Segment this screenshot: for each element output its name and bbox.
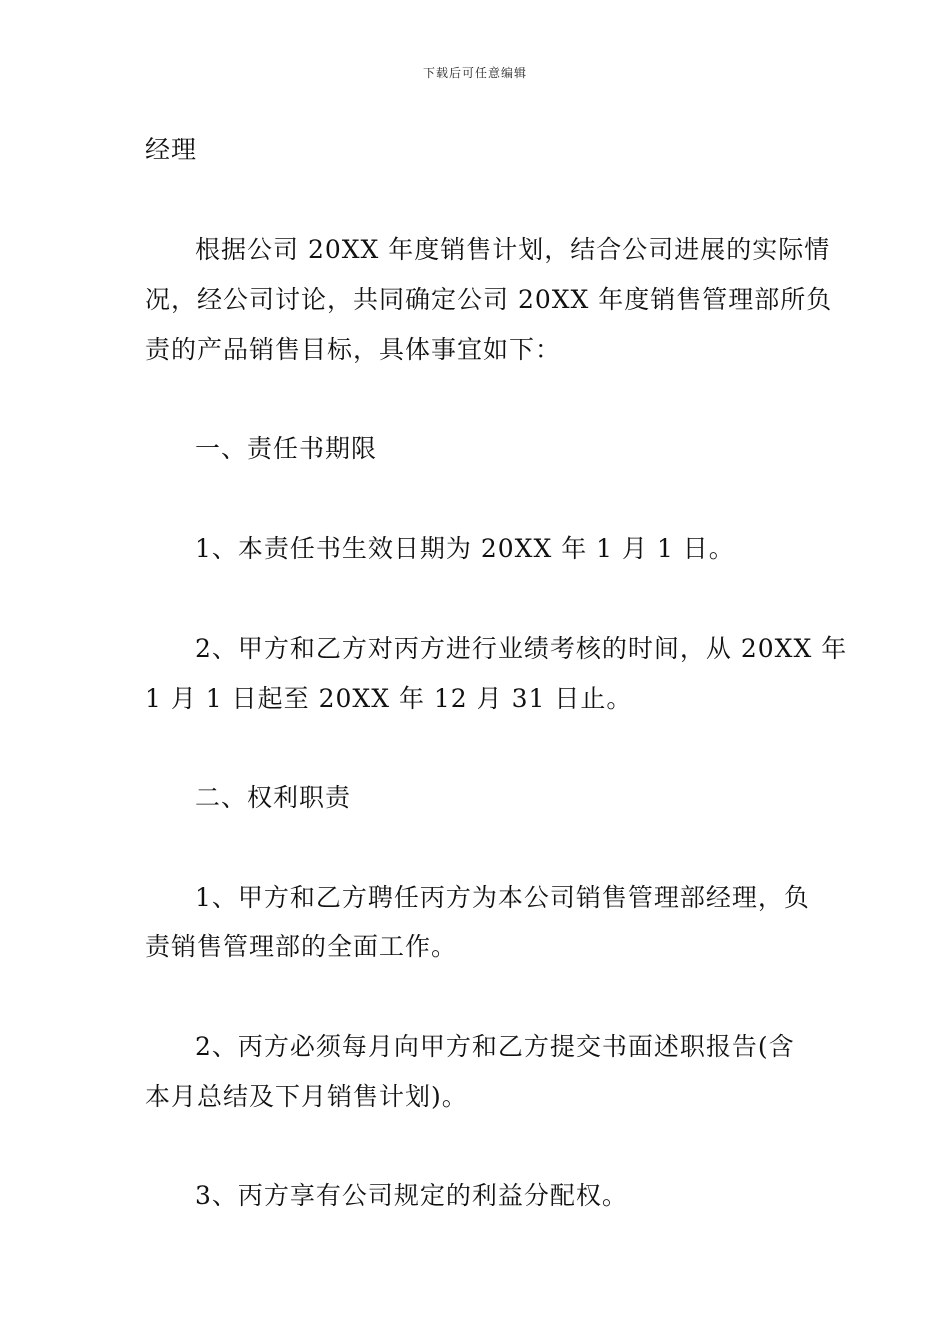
doc-line-recipient: 经理: [145, 135, 198, 164]
doc-line-intro-2: 况，经公司讨论，共同确定公司 20XX 年度销售管理部所负: [145, 285, 833, 314]
section-heading-duties: 二、权利职责: [195, 783, 352, 812]
doc-line-duty-2a: 2、丙方必须每月向甲方和乙方提交书面述职报告(含: [195, 1032, 795, 1061]
doc-line-duty-1a: 1、甲方和乙方聘任丙方为本公司销售管理部经理，负: [195, 883, 810, 912]
doc-line-term-1: 1、本责任书生效日期为 20XX 年 1 月 1 日。: [195, 534, 735, 563]
doc-line-term-2b: 1 月 1 日起至 20XX 年 12 月 31 日止。: [145, 684, 633, 713]
doc-line-duty-1b: 责销售管理部的全面工作。: [145, 932, 458, 961]
page-header-note: 下载后可任意编辑: [422, 66, 527, 80]
doc-line-intro-1: 根据公司 20XX 年度销售计划，结合公司进展的实际情: [195, 235, 831, 264]
doc-line-duty-3: 3、丙方享有公司规定的利益分配权。: [195, 1181, 628, 1210]
doc-line-intro-3: 责的产品销售目标，具体事宜如下：: [145, 335, 562, 364]
doc-line-duty-2b: 本月总结及下月销售计划)。: [145, 1082, 468, 1111]
section-heading-term: 一、责任书期限: [195, 434, 378, 463]
doc-line-term-2a: 2、甲方和乙方对丙方进行业绩考核的时间，从 20XX 年: [195, 634, 848, 663]
